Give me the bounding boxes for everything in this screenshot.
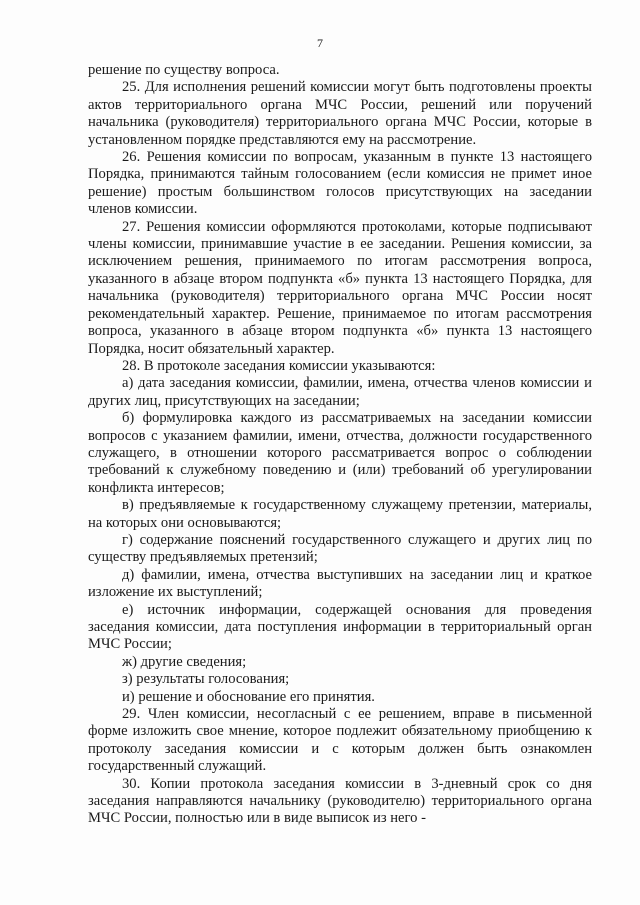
list-item-zh: ж) другие сведения; (122, 653, 247, 670)
paragraph-30: 30. Копии протокола заседания комиссии в 3-дневный срок со дня заседания направляются начальнику (руководителю) территориального органа МЧС России, полностью или в виде выписок из него - (88, 775, 592, 827)
list-item-v: в) предъявляемые к государственному служащему претензии, материалы, на которых они основываются; (88, 497, 592, 531)
list-item-e: е) источник информации, содержащей основания для проведения заседания комиссии, дата поступления информации в территориальный орган МЧС России; (88, 601, 592, 653)
paragraph-28: 28. В протоколе заседания комиссии указываются: (122, 357, 436, 374)
list-item-b: б) формулировка каждого из рассматриваемых на заседании комиссии вопросов с указанием фамилии, имени, отчества, должности государственного служащего, в отношении которого рассматривается вопрос о соблюдении требований к служебному поведению и (или) требований об урегулировании конфликта интересов; (88, 410, 592, 496)
paragraph-continuation: решение по существу вопроса. (88, 62, 280, 78)
paragraph-25: 25. Для исполнения решений комиссии могут быть подготовлены проекты актов территориального органа МЧС России, решений или поручений начальника (руководителя) территориального органа МЧС России, которые в установленном порядке представляются ему на рассмотрение. (88, 79, 592, 148)
document-body (88, 62, 592, 828)
list-item-g: г) содержание пояснений государственного служащего и других лиц по существу предъявляемых претензий; (88, 531, 592, 566)
list-item-d: д) фамилии, имена, отчества выступивших на заседании лиц и краткое изложение их выступлений; (88, 566, 592, 601)
page-number: 7 (317, 36, 323, 50)
list-item-z: з) результаты голосования; (122, 671, 290, 688)
paragraph-29: 29. Член комиссии, несогласный с ее решением, вправе в письменной форме изложить свое мнение, которое подлежит обязательному приобщению к протоколу заседания комиссии и с которым должен быть ознакомлен государственный служащий. (88, 706, 592, 775)
list-item-a: а) дата заседания комиссии, фамилии, имена, отчества членов комиссии и других лиц, присутствующих на заседании; (88, 375, 592, 409)
paragraph-27: 27. Решения комиссии оформляются протоколами, которые подписывают члены комиссии, принимавшие участие в ее заседании. Решения комиссии, за исключением решения, принимаемого по итогам рассмотрения вопроса, указанного в абзаце втором подпункта «б» пункта 13 настоящего Порядка, для начальника (руководителя) территориального органа МЧС России носят рекомендательный характер. Решение, принимаемое по итогам рассмотрения вопроса, указанного в абзаце втором подпункта «б» пункта 13 настоящего Порядка, носит обязательный характер. (88, 218, 592, 357)
paragraph-26: 26. Решения комиссии по вопросам, указанным в пункте 13 настоящего Порядка, принимаются тайным голосованием (если комиссия не примет иное решение) простым большинством голосов присутствующих на заседании членов комиссии. (88, 149, 592, 218)
list-item-i: и) решение и обоснование его принятия. (122, 688, 375, 705)
